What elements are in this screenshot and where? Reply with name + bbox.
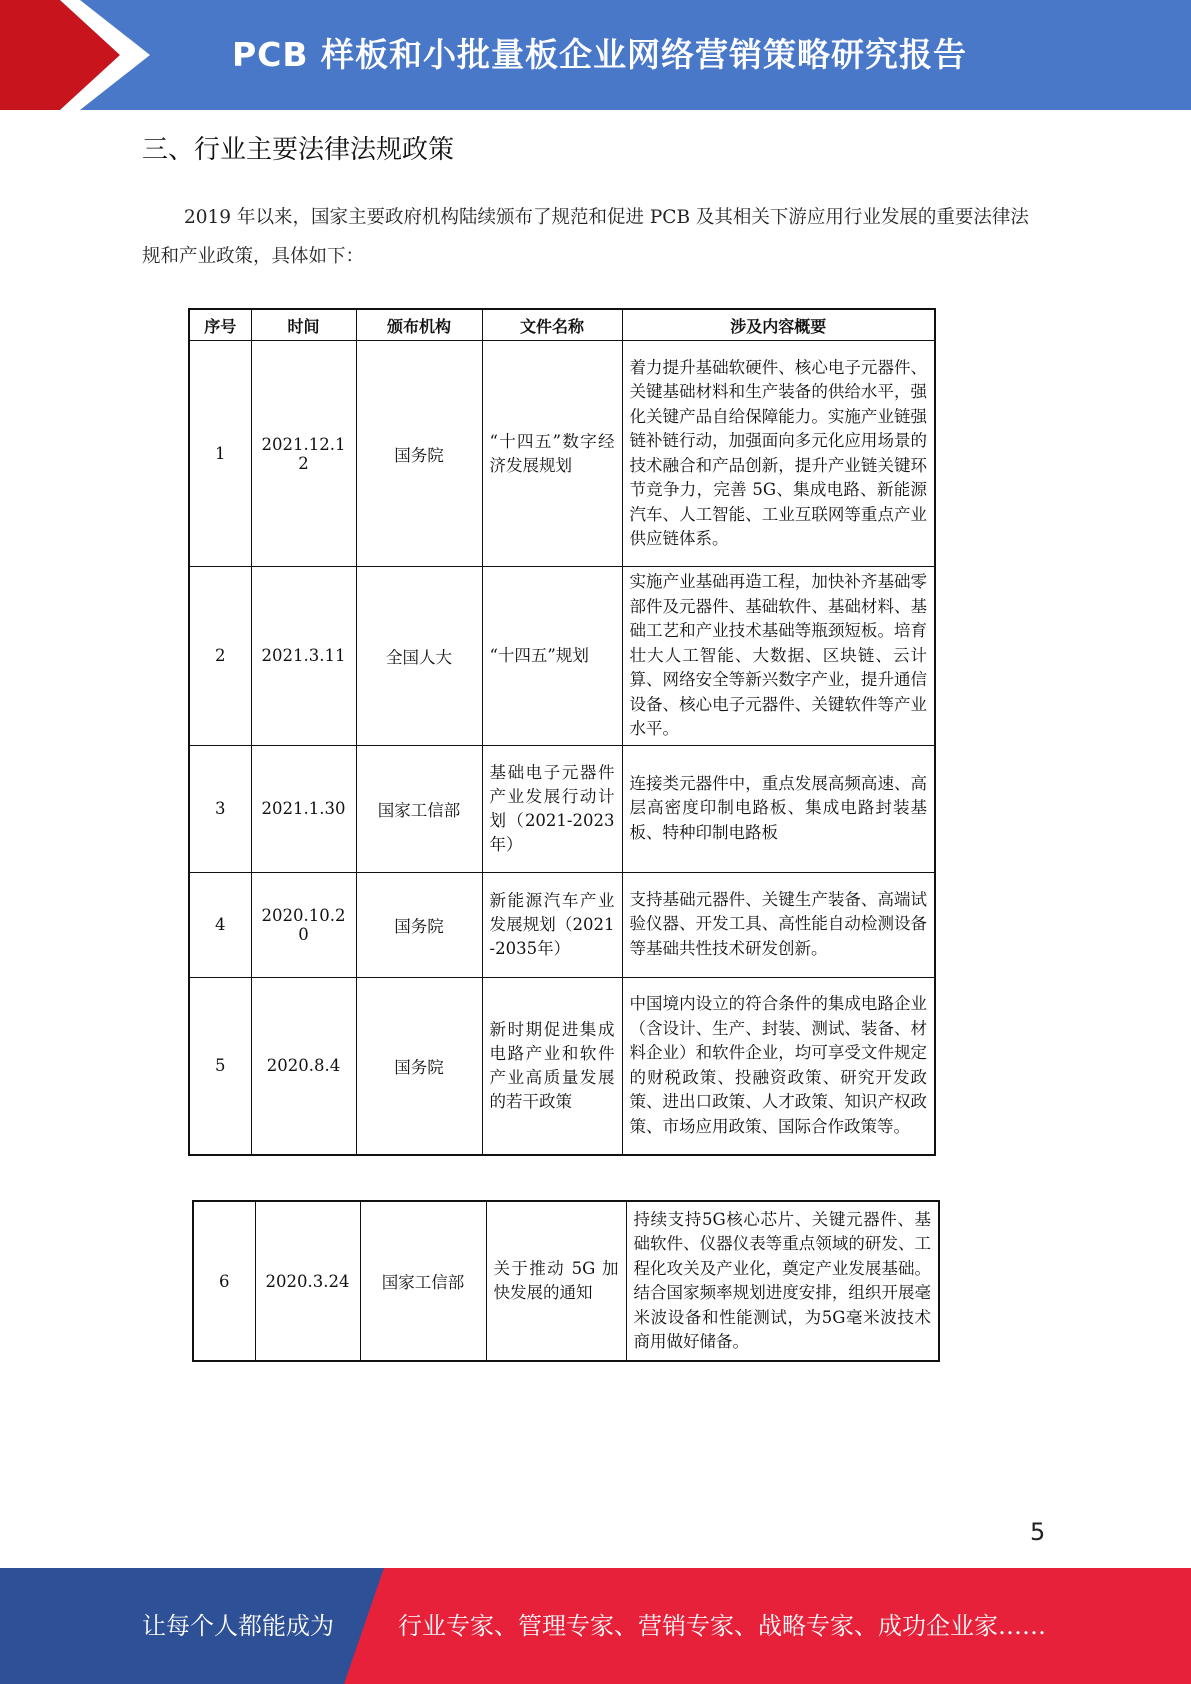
row-date: 2020.10.20 [251, 872, 356, 977]
row-org: 国家工信部 [360, 1201, 486, 1361]
row-num: 3 [189, 745, 251, 872]
row-date: 2021.12.12 [251, 341, 356, 567]
row-document-name: “十四五”数字经济发展规划 [482, 341, 622, 567]
row-num: 4 [189, 872, 251, 977]
row-date: 2020.8.4 [251, 977, 356, 1155]
row-date: 2021.1.30 [251, 745, 356, 872]
table-row [189, 977, 935, 1155]
policy-table [188, 308, 936, 1156]
row-org: 国家工信部 [356, 745, 482, 872]
document-title: PCB 样板和小批量板企业网络营销策略研究报告 [232, 35, 968, 74]
row-summary: 连接类元器件中，重点发展高频高速、高层高密度印制电路板、集成电路封装基板、特种印制电路板 [622, 745, 935, 872]
policy-table-continued [192, 1200, 940, 1362]
row-document-name: 新时期促进集成电路产业和软件产业高质量发展的若干政策 [482, 977, 622, 1155]
section-heading: 三、行业主要法律法规政策 [142, 135, 455, 165]
footer-slogan-right: 行业专家、管理专家、营销专家、战略专家、成功企业家…… [398, 1612, 1046, 1640]
page-footer [0, 1568, 1191, 1684]
table-row [189, 341, 935, 567]
row-org: 国务院 [356, 872, 482, 977]
row-num: 5 [189, 977, 251, 1155]
page-number: 5 [1030, 1518, 1046, 1546]
table-row [189, 567, 935, 746]
row-document-name: 基础电子元器件产业发展行动计划（2021-2023年） [482, 745, 622, 872]
row-summary: 中国境内设立的符合条件的集成电路企业（含设计、生产、封装、测试、装备、材料企业）和软件企业，均可享受文件规定的财税政策、投融资政策、研究开发政策、进出口政策、人才政策、知识产权政策、市场应用政策、国际合作政策等。 [622, 977, 935, 1155]
row-summary: 支持基础元器件、关键生产装备、高端试验仪器、开发工具、高性能自动检测设备等基础共性技术研发创新。 [622, 872, 935, 977]
footer-slogan-left: 让每个人都能成为 [142, 1612, 334, 1640]
row-document-name: 关于推动 5G 加快发展的通知 [486, 1201, 626, 1361]
row-date: 2021.3.11 [251, 567, 356, 746]
row-summary: 实施产业基础再造工程，加快补齐基础零部件及元器件、基础软件、基础材料、基础工艺和产业技术基础等瓶颈短板。培育壮大人工智能、大数据、区块链、云计算、网络安全等新兴数字产业，提升通信设备、核心电子元器件、关键软件等产业水平。 [622, 567, 935, 746]
table-row [189, 745, 935, 872]
header-org: 颁布机构 [356, 309, 482, 341]
row-document-name: 新能源汽车产业发展规划（2021-2035年） [482, 872, 622, 977]
row-date: 2020.3.24 [255, 1201, 360, 1361]
row-num: 1 [189, 341, 251, 567]
page-header [0, 0, 1191, 110]
row-num: 2 [189, 567, 251, 746]
table-row [189, 872, 935, 977]
header-date: 时间 [251, 309, 356, 341]
row-num: 6 [193, 1201, 255, 1361]
header-summary: 涉及内容概要 [622, 309, 935, 341]
row-summary: 持续支持5G核心芯片、关键元器件、基础软件、仪器仪表等重点领域的研发、工程化攻关及产业化，奠定产业发展基础。结合国家频率规划进度安排，组织开展毫米波设备和性能测试，为5G毫米波技术商用做好储备。 [626, 1201, 939, 1361]
row-org: 国务院 [356, 341, 482, 567]
intro-paragraph: 2019 年以来，国家主要政府机构陆续颁布了规范和促进 PCB 及其相关下游应用行业发展的重要法律法规和产业政策，具体如下： [142, 207, 1029, 267]
header-name: 文件名称 [482, 309, 622, 341]
header-num: 序号 [189, 309, 251, 341]
row-document-name: “十四五”规划 [482, 567, 622, 746]
row-summary: 着力提升基础软硬件、核心电子元器件、关键基础材料和生产装备的供给水平，强化关键产品自给保障能力。实施产业链强链补链行动，加强面向多元化应用场景的技术融合和产品创新，提升产业链关键环节竞争力，完善 5G、集成电路、新能源汽车、人工智能、工业互联网等重点产业供应链体系。 [622, 341, 935, 567]
table-header-row [189, 309, 935, 341]
row-org: 国务院 [356, 977, 482, 1155]
table-row [193, 1201, 939, 1361]
row-org: 全国人大 [356, 567, 482, 746]
